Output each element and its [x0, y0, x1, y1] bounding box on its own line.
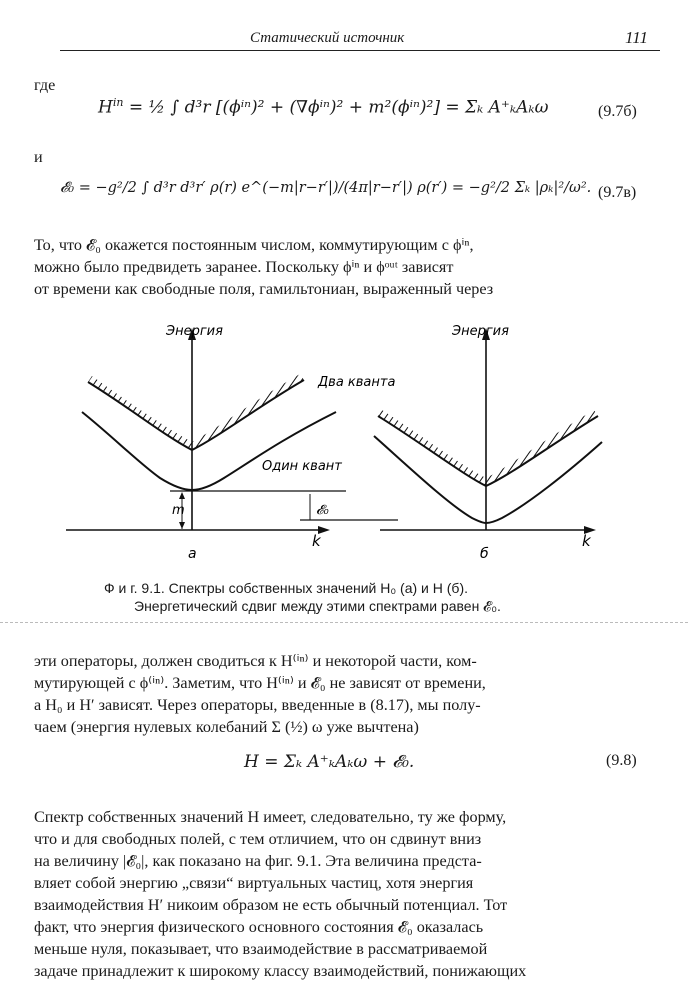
- text-line: мутирующей с ϕ⁽ⁱⁿ⁾. Заметим, что H⁽ⁱⁿ⁾ и 𝓔₀ не зависят от времени,: [34, 674, 486, 692]
- page-number: 111: [625, 28, 648, 47]
- figure-9-1: [0, 308, 688, 570]
- one-quantum-label: Один квант: [262, 459, 342, 474]
- text-line: Спектр собственных значений H имеет, следовательно, ту же форму,: [34, 808, 507, 826]
- text-line: что и для свободных полей, с тем отличием, что он сдвинут вниз: [34, 830, 482, 848]
- text-line: на величину |𝓔₀|, как показано на фиг. 9.1. Эта величина предста-: [34, 852, 482, 870]
- eq-976-number: (9.7б): [598, 103, 637, 120]
- two-quanta-curve: [88, 380, 304, 450]
- word-i: и: [34, 148, 43, 166]
- k-label-a: k: [312, 532, 321, 550]
- text-line: вляет собой энергию „связи“ виртуальных частиц, хотя энергия: [34, 874, 474, 892]
- m-label: m: [172, 503, 185, 518]
- eq-97v-rhs: = −g²/2 ∫ d³r d³r′ ρ(r) e^(−m|r−r′|)/(4π|r−r′|) ρ(r′) = −g²/2 Σₖ |ρₖ|²/ω².: [78, 180, 592, 196]
- text-line: а H₀ и H′ зависят. Через операторы, введенные в (8.17), мы полу-: [34, 696, 481, 714]
- one-quantum-curve: [82, 412, 336, 490]
- paragraph-1: [34, 234, 652, 300]
- figure-caption-line-2: Энергетический сдвиг между этими спектрами равен 𝓔₀.: [134, 598, 501, 614]
- text-line: от времени как свободные поля, гамильтониан, выраженный через: [34, 280, 494, 298]
- two-quanta-curve-b: [378, 416, 598, 486]
- panel-b: [374, 324, 602, 562]
- energy-label-a: Энергия: [166, 324, 223, 339]
- e0-label: 𝓔₀: [316, 503, 329, 518]
- equation-9-7v: [60, 180, 591, 196]
- page-header: [60, 28, 660, 51]
- panel-b-label: б: [480, 546, 489, 562]
- divider: [0, 622, 688, 623]
- figure-caption-line-1: Ф и г. 9.1. Спектры собственных значений H₀ (а) и H (б).: [104, 580, 468, 596]
- eq-976-lhs-sup: in: [112, 96, 124, 109]
- eq-976-rhs: = ½ ∫ d³r [(ϕⁱⁿ)² + (∇ϕⁱⁿ)² + m²(ϕⁱⁿ)²] = Σₖ A⁺ₖAₖω: [128, 97, 549, 118]
- text-line: чаем (энергия нулевых колебаний Σ (½) ω уже вычтена): [34, 718, 419, 736]
- arrow-down-icon: [179, 522, 185, 529]
- text-line: взаимодействия H′ никоим образом не есть обычный потенциал. Тот: [34, 896, 508, 914]
- two-quanta-label: Два кванта: [318, 375, 396, 390]
- eq-97v-lhs: 𝓔₀: [60, 180, 75, 196]
- eq-976-lhs: H: [98, 97, 113, 118]
- equation-9-7b: [98, 96, 548, 118]
- text-line: То, что 𝓔₀ окажется постоянным числом, коммутирующим с ϕⁱⁿ,: [34, 236, 474, 254]
- text-line: эти операторы, должен сводиться к H⁽ⁱⁿ⁾ и некоторой части, ком-: [34, 652, 477, 670]
- panel-a-label: а: [188, 546, 197, 562]
- equation-9-8: H = Σₖ A⁺ₖAₖω + 𝓔₀.: [244, 752, 415, 772]
- two-quanta-hatch: [88, 374, 304, 450]
- k-label-b: k: [582, 532, 591, 550]
- paragraph-3: [34, 806, 652, 982]
- text-line: факт, что энергия физического основного состояния 𝓔₀ оказалась: [34, 918, 484, 936]
- word-gde: где: [34, 76, 56, 94]
- energy-label-b: Энергия: [452, 324, 509, 339]
- eq-97v-number: (9.7в): [598, 184, 637, 201]
- paragraph-2: [34, 650, 652, 738]
- text-line: можно было предвидеть заранее. Поскольку ϕⁱⁿ и ϕᵒᵘᵗ зависят: [34, 258, 454, 276]
- text-line: задаче принадлежит к широкому классу взаимодействий, понижающих: [34, 962, 527, 980]
- text-line: меньше нуля, показывает, что взаимодействие в рассматриваемой: [34, 940, 488, 958]
- running-title: Статический источник: [250, 30, 405, 46]
- panel-a: [66, 324, 398, 562]
- arrow-up-icon: [179, 492, 185, 499]
- eq-98-number: (9.8): [606, 752, 637, 769]
